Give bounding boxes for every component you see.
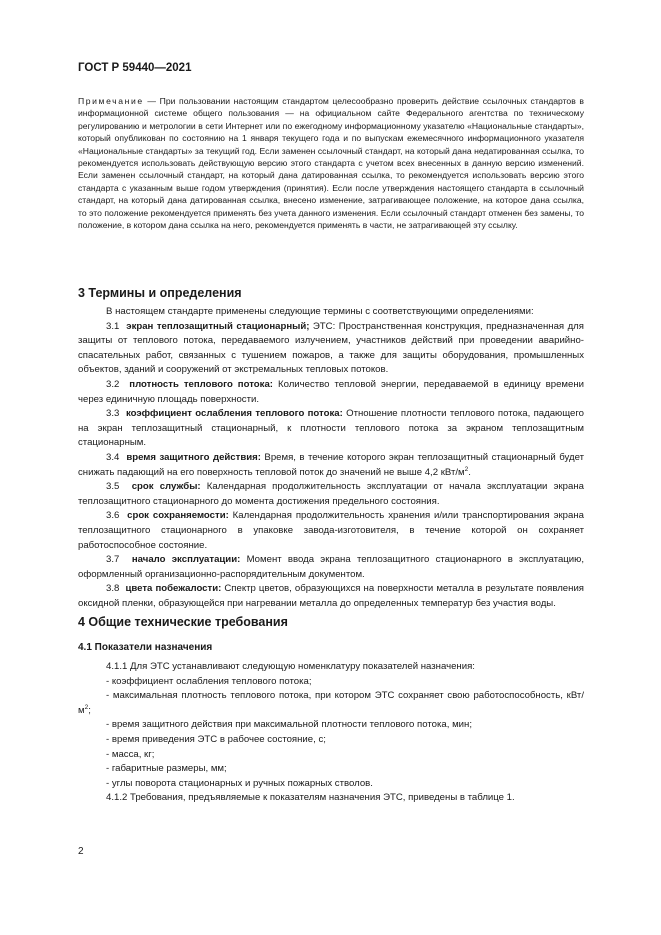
term-name: начало эксплуатации:	[131, 554, 241, 566]
term-3-6: 3.6 срок сохраняемости: Календарная продолжительность хранения и/или транспортирования экрана теплозащитного стационарного в упаковке завода-изготовителя, в течение которой он сохраняет работоспособное состояние.	[78, 510, 584, 551]
term-name: плотность теплового потока:	[129, 378, 273, 390]
section-3-intro: В настоящем стандарте применены следующие термины с соответствующими определениями:	[106, 306, 534, 317]
paragraph-4-1-2: 4.1.2 Требования, предъявляемые к показателям назначения ЭТС, приведены в таблице 1.	[106, 792, 515, 804]
section-3-body	[78, 305, 584, 611]
term-name: срок сохраняемости:	[127, 510, 229, 522]
list-item: - масса, кг;	[106, 748, 155, 760]
page-number: 2	[78, 846, 84, 857]
section-4-title: 4 Общие технические требования	[78, 615, 288, 629]
list-item: - время защитного действия при максимальной плотности теплового потока, мин;	[106, 719, 472, 731]
list-item: - время приведения ЭТС в рабочее состояние, с;	[106, 733, 326, 745]
note-text: — При пользовании настоящим стандартом целесообразно проверить действие ссылочных стандартов в информационной системе общего пользования — на официальном сайте Федерального агентства по техническому регулированию и метрологии в сети Интернет или по ежегодному информационному указателю «Национальные стандарты», который опубликован по состоянию на 1 января текущего года и по выпускам ежемесячного информационного указателя «Национальные стандарты» за текущий год. Если заменен ссылочный стандарт, на который дана недатированная ссылка, то рекомендуется использовать действующую версию этого стандарта с учетом всех внесенных в данную версию изменений. Если заменен ссылочный стандарт, на который дана датированная ссылка, то рекомендуется использовать версию этого стандарта с указанным выше годом утверждения (принятия). Если после утверждения настоящего стандарта в ссылочный стандарт, на который дана датированная ссылка, внесено изменение, затрагивающее положение, на которое дана ссылка, то это положение рекомендуется применять без учета данного изменения. Если ссылочный стандарт отменен без замены, то положение, в котором дана ссылка на него, рекомендуется применять в части, не затрагивающей эту ссылку.	[78, 96, 584, 231]
term-3-5: 3.5 срок службы: Календарная продолжительность эксплуатации от начала эксплуатации экрана теплозащитного стационарного до момента достижения предельного состояния.	[78, 481, 584, 507]
section-3-title: 3 Термины и определения	[78, 286, 242, 300]
term-3-2: 3.2 плотность теплового потока: Количество тепловой энергии, передаваемой в единицу времени через единичную площадь поверхности.	[78, 378, 584, 405]
document-header: ГОСТ Р 59440—2021	[78, 62, 192, 74]
list-item: - максимальная плотность теплового потока, при котором ЭТС сохраняет свою работоспособность, кВт/$м^2$;	[78, 690, 584, 716]
term-name: экран теплозащитный стационарный;	[126, 320, 310, 332]
term-name: срок службы:	[131, 481, 201, 493]
term-name: цвета побежалости:	[125, 583, 222, 595]
term-3-4: 3.4 время защитного действия: Время, в течение которого экран теплозащитный стационарный будет снижать падающий на его поверхность тепловой поток до значений не выше 4,2 кВт/$м^2$.	[78, 451, 584, 478]
term-3-3: 3.3 коэффициент ослабления теплового потока: Отношение плотности теплового потока, падающего на экран теплозащитный стационарный, к плотности теплового потока за экраном теплозащитным стационарным.	[78, 408, 584, 449]
reference-note	[78, 95, 584, 231]
term-3-1: 3.1 экран теплозащитный стационарный; ЭТС: Пространственная конструкция, предназначенная для защиты от теплового потока, передаваемого излучением, участников действий при проведении аварийно-спасательных работ, связанных с тушением пожаров, а также для защиты оборудования, промышленных объектов, зданий и сооружений от экстремальных тепловых потоков.	[78, 320, 584, 376]
term-3-8: 3.8 цвета побежалости: Спектр цветов, образующихся на поверхности металла в результате появления оксидной пленки, образующейся при нагревании металла до определенных температур без участия воды.	[78, 583, 584, 609]
note-label: Примечание	[78, 96, 144, 106]
term-3-7: 3.7 начало эксплуатации: Момент ввода экрана теплозащитного стационарного в эксплуатацию, оформленный организационно-распорядительным документом.	[78, 554, 584, 580]
term-name: коэффициент ослабления теплового потока:	[125, 408, 343, 420]
list-item: - коэффициент ослабления теплового потока;	[106, 675, 312, 687]
paragraph-4-1-1: 4.1.1 Для ЭТС устанавливают следующую номенклатуру показателей назначения:	[106, 661, 475, 672]
list-item: - углы поворота стационарных и ручных пожарных стволов.	[106, 777, 373, 789]
subsection-4-1-title: 4.1 Показатели назначения	[78, 642, 213, 653]
section-4-body	[78, 660, 584, 806]
term-name: время защитного действия:	[126, 451, 261, 463]
list-item: - габаритные размеры, мм;	[106, 763, 227, 775]
